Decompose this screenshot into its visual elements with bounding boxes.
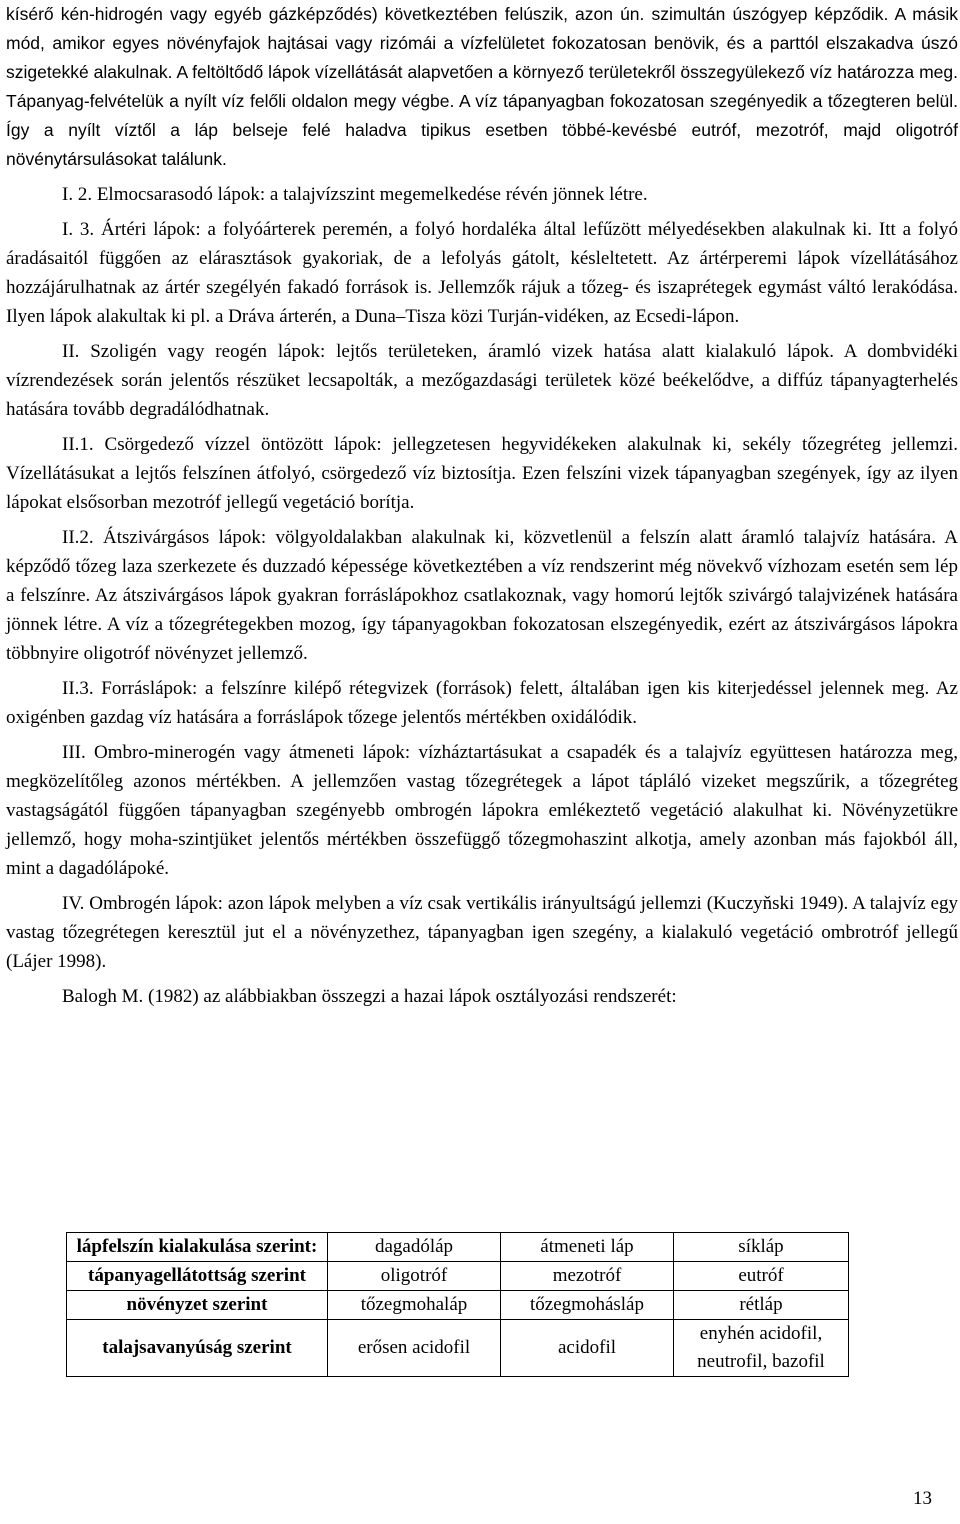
row-header: növényzet szerint — [67, 1291, 328, 1320]
paragraph-ii3: II.3. Forráslápok: a felszínre kilépő rétegvizek (források) felett, általában igen kis kiterjedéssel jelennek meg. Az oxigénben gazdag víz hatására a forráslápok tőzege jelentős mértékben oxidálódik. — [6, 678, 958, 728]
table-cell: tőzegmohásláp — [501, 1291, 674, 1320]
table-cell: átmeneti láp — [501, 1233, 674, 1262]
table-cell: erősen acidofil — [328, 1320, 501, 1377]
table-cell: tőzegmohaláp — [328, 1291, 501, 1320]
paragraph-balogh: Balogh M. (1982) az alábbiakban összegzi a hazai lápok osztályozási rendszerét: — [62, 986, 677, 1007]
paragraph-i3: I. 3. Ártéri lápok: a folyóárterek peremén, a folyó hordaléka által lefűzött mélyedésekben alakulnak ki. Itt a folyó áradásaitól függően az elárasztások gyakoriak, de a lefolyás gátolt, késleltetett. Az ártérperemi lápok vízellátásához hozzájárulhatnak az ártér szegélyén fakadó források is. Jellemzők rájuk a tőzeg- és iszaprétegek egymást váltó lerakódása. Ilyen lápok alakultak ki pl. a Dráva árterén, a Duna–Tisza közi Turján-vidéken, az Ecsedi-lápon. — [6, 219, 958, 327]
page-number: 13 — [913, 1488, 932, 1509]
table-cell: acidofil — [501, 1320, 674, 1377]
paragraph-iii: III. Ombro-minerogén vagy átmeneti lápok: vízháztartásukat a csapadék és a talajvíz együttesen határozza meg, megközelítőleg azonos mértékben. A jellemzően vastag tőzegrétegek a lápot tápláló vizeket megszűrik, a tőzegréteg vastagságától függően tápanyagban szegényebb ombrogén lápokra emlékeztető vegetáció alakulhat ki. Növényzetükre jellemző, hogy moha-szintjüket jelentős mértékben összefüggő tőzegmohaszint alkotja, amely azonban más fajokból áll, mint a dagadólápoké. — [6, 742, 958, 879]
table-cell: síkláp — [674, 1233, 849, 1262]
paragraph-intro: kísérő kén-hidrogén vagy egyéb gázképződés) következtében felúszik, azon ún. szimultán úszógyep képződik. A másik mód, amikor egyes növényfajok hajtásai vagy rizómái a vízfelületet fokozatosan benövik, és a parttól elszakadva úszó szigetekké alakulnak. A feltöltődő lápok vízellátását alapvetően a környező területekről összegyülekező víz határozza meg. Tápanyag-felvételük a nyílt víz felőli oldalon megy végbe. A víz tápanyagban fokozatosan szegényedik a tőzegteren belül. Így a nyílt víztől a láp belseje felé haladva tipikus esetben többé-kevésbé eutróf, mezotróf, majd oligotróf növénytársulásokat találunk. — [6, 4, 958, 169]
table-cell: eutróf — [674, 1262, 849, 1291]
table-cell: dagadóláp — [328, 1233, 501, 1262]
paragraph-iv: IV. Ombrogén lápok: azon lápok melyben a víz csak vertikális irányultságú jellemzi (Kuczyňski 1949). A talajvíz egy vastag tőzegrétegen keresztül jut el a növényzethez, tápanyagban igen szegény, a kialakuló vegetáció ombrotróf jellegű (Lájer 1998). — [6, 893, 958, 972]
paragraph-ii1: II.1. Csörgedező vízzel öntözött lápok: jellegzetesen hegyvidékeken alakulnak ki, sekély tőzegréteg jellemzi. Vízellátásukat a lejtős felszínen átfolyó, csörgedező víz biztosítja. Ezen felszíni vizek tápanyagban szegények, így az ilyen lápokat elsősorban mezotróf jellegű vegetáció borítja. — [6, 434, 958, 513]
table-row — [67, 1262, 849, 1291]
table-row — [67, 1233, 849, 1262]
table-cell: enyhén acidofil, neutrofil, bazofil — [674, 1320, 849, 1377]
paragraph-i2: I. 2. Elmocsarasodó lápok: a talajvízszint megemelkedése révén jönnek létre. — [62, 184, 648, 205]
table-cell: mezotróf — [501, 1262, 674, 1291]
table-cell: oligotróf — [328, 1262, 501, 1291]
row-header: lápfelszín kialakulása szerint: — [67, 1233, 328, 1262]
table-row — [67, 1320, 849, 1377]
paragraph-ii2: II.2. Átszivárgásos lápok: völgyoldalakban alakulnak ki, közvetlenül a felszín alatt áramló talajvíz hatására. A képződő tőzeg laza szerkezete és duzzadó képessége következtében a víz rendszerint még növekvő vízhozam esetén sem lép a felszínre. Az átszivárgásos lápok gyakran forráslápokhoz csatlakoznak, vagy homorú lejtők szivárgó talajvizének hatására jönnek létre. A víz a tőzegrétegekben mozog, így tápanyagokban fokozatosan elszegényedik, ezért az átszivárgásos lápokra többnyire oligotróf növényzet jellemző. — [6, 527, 958, 664]
row-header: talajsavanyúság szerint — [67, 1320, 328, 1377]
table-row — [67, 1291, 849, 1320]
classification-table — [66, 1232, 849, 1377]
paragraph-ii: II. Szoligén vagy reogén lápok: lejtős területeken, áramló vizek hatása alatt kialakuló lápok. A dombvidéki vízrendezések során jelentős részüket lecsapolták, a mezőgazdasági területek közé beékelődve, a diffúz tápanyagterhelés hatására tovább degradálódhatnak. — [6, 341, 958, 420]
table-cell: rétláp — [674, 1291, 849, 1320]
document-page — [6, 0, 958, 1011]
row-header: tápanyagellátottság szerint — [67, 1262, 328, 1291]
